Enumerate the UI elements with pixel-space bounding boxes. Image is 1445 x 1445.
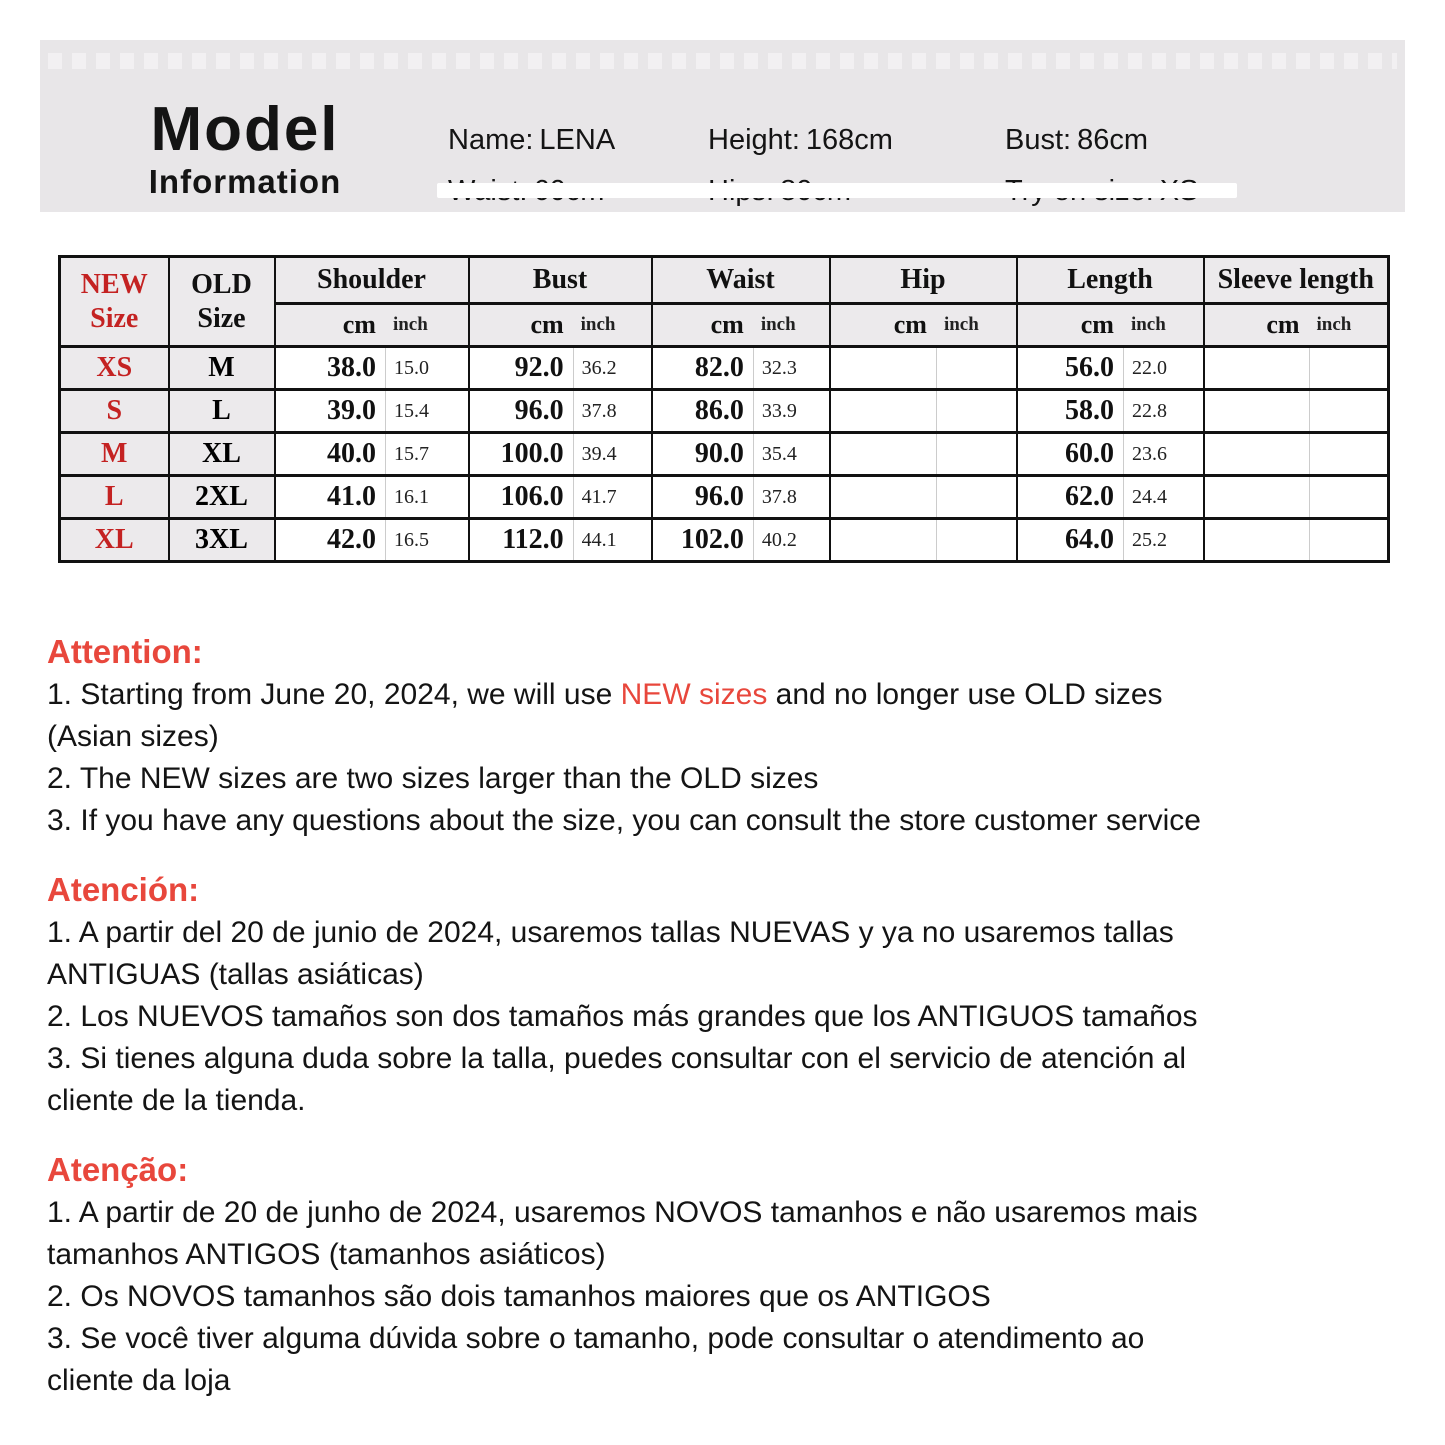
col-header-sleeve-length: Sleeve length (1204, 257, 1389, 304)
size-table-row (60, 476, 1389, 519)
inch-unit-label: inch (760, 314, 796, 335)
inch-value: 33.9 (753, 391, 829, 431)
highlighted-text: NEW sizes (620, 678, 768, 711)
measure-cell (830, 390, 1017, 433)
inch-value: 25.2 (1123, 520, 1203, 560)
col-header-old-size (169, 257, 275, 347)
units-cell (830, 304, 1017, 347)
measure-cell (1017, 433, 1204, 476)
measure-cell (469, 476, 652, 519)
note-text: cliente de la tienda. (47, 1084, 306, 1117)
model-field-name: Name: LENA (448, 124, 616, 156)
inch-value (1309, 477, 1387, 517)
old-size-cell: 3XL (169, 519, 275, 562)
note-text: cliente da loja (47, 1364, 231, 1397)
units-pair (1205, 305, 1388, 345)
inch-value: 24.4 (1123, 477, 1203, 517)
note-text: 3. Si tienes alguna duda sobre la talla, puedes consultar con el servicio de atención al (47, 1042, 1187, 1075)
note-line (47, 996, 1432, 1038)
measure-pair (653, 520, 829, 560)
cm-value: 62.0 (1064, 481, 1114, 512)
measure-cell (469, 390, 652, 433)
measure-cell (652, 390, 830, 433)
size-table-row (60, 519, 1389, 562)
note-text: 1. Starting from June 20, 2024, we will use (47, 678, 621, 711)
note-text: (Asian sizes) (47, 720, 219, 753)
inch-value: 22.8 (1123, 391, 1203, 431)
cm-value: 106.0 (500, 481, 564, 512)
measure-cell (652, 519, 830, 562)
measure-pair (1018, 477, 1203, 517)
note-section (47, 630, 1432, 842)
note-heading: Atención: (47, 871, 200, 908)
cm-value: 39.0 (326, 395, 376, 426)
measure-pair (653, 477, 829, 517)
units-pair (1018, 305, 1203, 345)
inch-value (936, 477, 1016, 517)
header-white-strip (437, 183, 1237, 198)
note-line (47, 758, 1432, 800)
measure-cell (275, 519, 469, 562)
measure-cell (1204, 476, 1389, 519)
inch-value: 23.6 (1123, 434, 1203, 474)
measure-cell (830, 476, 1017, 519)
measure-pair (1205, 348, 1388, 388)
col-header-length: Length (1017, 257, 1204, 304)
inch-value: 37.8 (753, 477, 829, 517)
col-header-new-size (60, 257, 169, 347)
inch-value (936, 520, 1016, 560)
new-size-cell: M (60, 433, 169, 476)
note-line (47, 1234, 1432, 1276)
cm-value: 40.0 (326, 438, 376, 469)
measure-cell (469, 519, 652, 562)
cm-value: 102.0 (680, 524, 744, 555)
old-size-header-line: Size (197, 302, 246, 334)
cm-unit-label: cm (530, 310, 564, 339)
measure-pair (831, 477, 1016, 517)
note-line (47, 1360, 1432, 1402)
units-pair (653, 305, 829, 345)
cm-value: 41.0 (326, 481, 376, 512)
units-cell (1017, 304, 1204, 347)
units-cell (275, 304, 469, 347)
cm-unit-label: cm (342, 310, 376, 339)
measure-cell (275, 390, 469, 433)
cm-value: 100.0 (500, 438, 564, 469)
measure-cell (652, 476, 830, 519)
note-text: 1. A partir de 20 de junho de 2024, usaremos NOVOS tamanhos e não usaremos mais (47, 1196, 1198, 1229)
measure-cell (1204, 390, 1389, 433)
measure-pair (831, 520, 1016, 560)
col-header-waist: Waist (652, 257, 830, 304)
note-line (47, 1192, 1432, 1234)
inch-value (936, 348, 1016, 388)
measure-pair (1018, 520, 1203, 560)
inch-unit-label: inch (943, 314, 979, 335)
note-text: 2. Os NOVOS tamanhos são dois tamanhos maiores que os ANTIGOS (47, 1280, 991, 1313)
measure-cell (469, 347, 652, 390)
note-heading: Atenção: (47, 1151, 189, 1188)
inch-value: 44.1 (573, 520, 651, 560)
note-line (47, 800, 1432, 842)
units-cell (652, 304, 830, 347)
note-line (47, 912, 1432, 954)
measure-pair (470, 520, 651, 560)
inch-value: 35.4 (753, 434, 829, 474)
units-cell (469, 304, 652, 347)
cm-value: 96.0 (514, 395, 564, 426)
inch-value: 22.0 (1123, 348, 1203, 388)
measure-pair (1205, 477, 1388, 517)
cm-value: 56.0 (1064, 352, 1114, 383)
note-text: 2. Los NUEVOS tamaños son dos tamaños más grandes que los ANTIGUOS tamaños (47, 1000, 1198, 1033)
measure-pair (653, 391, 829, 431)
note-line (47, 1038, 1432, 1080)
note-text: 2. The NEW sizes are two sizes larger than the OLD sizes (47, 762, 819, 795)
measure-pair (470, 391, 651, 431)
measure-pair (470, 477, 651, 517)
size-table-row (60, 390, 1389, 433)
measure-cell (275, 476, 469, 519)
measure-pair (276, 434, 468, 474)
inch-value (936, 391, 1016, 431)
note-text: and no longer use OLD sizes (767, 678, 1163, 711)
cm-value: 82.0 (694, 352, 744, 383)
cm-value: 42.0 (326, 524, 376, 555)
col-header-hip: Hip (830, 257, 1017, 304)
note-text: 3. If you have any questions about the size, you can consult the store customer service (47, 804, 1201, 837)
inch-value (1309, 520, 1387, 560)
model-info-header (40, 40, 1405, 212)
measure-cell (1204, 347, 1389, 390)
cm-value: 90.0 (694, 438, 744, 469)
measure-cell (652, 433, 830, 476)
measure-cell (469, 433, 652, 476)
new-size-header-line: NEW (80, 268, 148, 300)
inch-value: 15.0 (385, 348, 468, 388)
inch-value (1309, 348, 1387, 388)
measure-pair (276, 520, 468, 560)
inch-value: 15.4 (385, 391, 468, 431)
header-texture-band (48, 53, 1397, 69)
note-text: 3. Se você tiver alguma dúvida sobre o tamanho, pode consultar o atendimento ao (47, 1322, 1145, 1355)
note-section (47, 1148, 1432, 1402)
measure-pair (470, 348, 651, 388)
note-line (47, 674, 1432, 716)
cm-value: 92.0 (514, 352, 564, 383)
measure-pair (1018, 348, 1203, 388)
col-header-bust: Bust (469, 257, 652, 304)
measure-cell (652, 347, 830, 390)
model-field-height: Height: 168cm (708, 124, 893, 156)
old-size-cell: M (169, 347, 275, 390)
cm-value: 64.0 (1064, 524, 1114, 555)
note-text: tamanhos ANTIGOS (tamanhos asiáticos) (47, 1238, 606, 1271)
measure-pair (1018, 434, 1203, 474)
units-pair (831, 305, 1016, 345)
title-information: Information (148, 163, 342, 200)
inch-value: 37.8 (573, 391, 651, 431)
model-field-bust: Bust: 86cm (1005, 124, 1149, 156)
note-text: ANTIGUAS (tallas asiáticas) (47, 958, 424, 991)
measure-pair (1205, 434, 1388, 474)
inch-value (936, 434, 1016, 474)
cm-value: 58.0 (1064, 395, 1114, 426)
measure-pair (276, 391, 468, 431)
measure-cell (830, 519, 1017, 562)
note-text: 1. A partir del 20 de junio de 2024, usaremos tallas NUEVAS y ya no usaremos tallas (47, 916, 1174, 949)
size-table-row (60, 433, 1389, 476)
cm-value: 60.0 (1064, 438, 1114, 469)
size-table-wrap (58, 255, 1390, 563)
units-pair (470, 305, 651, 345)
inch-value: 40.2 (753, 520, 829, 560)
measure-pair (470, 434, 651, 474)
inch-value: 15.7 (385, 434, 468, 474)
size-table (58, 255, 1390, 563)
measure-cell (275, 347, 469, 390)
measure-pair (1205, 391, 1388, 431)
inch-value: 32.3 (753, 348, 829, 388)
cm-value: 38.0 (326, 352, 376, 383)
measure-pair (653, 348, 829, 388)
new-size-cell: S (60, 390, 169, 433)
note-line (47, 1318, 1432, 1360)
units-pair (276, 305, 468, 345)
measure-pair (1205, 520, 1388, 560)
cm-value: 112.0 (502, 524, 564, 555)
new-size-cell: XL (60, 519, 169, 562)
new-size-header-line: Size (90, 302, 139, 334)
title-model: Model (150, 95, 340, 164)
measure-cell (1017, 347, 1204, 390)
inch-value: 41.7 (573, 477, 651, 517)
note-section (47, 868, 1432, 1122)
inch-value (1309, 391, 1387, 431)
inch-unit-label: inch (392, 314, 428, 335)
cm-value: 96.0 (694, 481, 744, 512)
cm-unit-label: cm (710, 310, 744, 339)
measure-cell (1017, 390, 1204, 433)
measure-pair (276, 348, 468, 388)
note-line (47, 1276, 1432, 1318)
note-line (47, 716, 1432, 758)
measure-cell (1204, 433, 1389, 476)
cm-unit-label: cm (1266, 310, 1300, 339)
inch-value (1309, 434, 1387, 474)
measure-cell (275, 433, 469, 476)
cm-value: 86.0 (694, 395, 744, 426)
inch-value: 36.2 (573, 348, 651, 388)
cm-unit-label: cm (893, 310, 927, 339)
units-cell (1204, 304, 1389, 347)
measure-pair (1018, 391, 1203, 431)
attention-notes (47, 630, 1432, 1428)
inch-value: 39.4 (573, 434, 651, 474)
inch-value: 16.5 (385, 520, 468, 560)
measure-pair (831, 348, 1016, 388)
note-heading: Attention: (47, 633, 203, 670)
old-size-cell: 2XL (169, 476, 275, 519)
measure-cell (1204, 519, 1389, 562)
inch-unit-label: inch (580, 314, 616, 335)
measure-cell (830, 347, 1017, 390)
inch-unit-label: inch (1316, 314, 1352, 335)
measure-cell (1017, 476, 1204, 519)
measure-pair (831, 391, 1016, 431)
table-header-row (60, 257, 1389, 304)
measure-cell (1017, 519, 1204, 562)
measure-pair (831, 434, 1016, 474)
size-table-row (60, 347, 1389, 390)
measure-cell (830, 433, 1017, 476)
new-size-cell: L (60, 476, 169, 519)
new-size-cell: XS (60, 347, 169, 390)
measure-pair (653, 434, 829, 474)
note-line (47, 954, 1432, 996)
note-line (47, 1080, 1432, 1122)
model-info-title (115, 95, 375, 202)
measure-pair (276, 477, 468, 517)
old-size-cell: L (169, 390, 275, 433)
cm-unit-label: cm (1080, 310, 1114, 339)
inch-value: 16.1 (385, 477, 468, 517)
col-header-shoulder: Shoulder (275, 257, 469, 304)
inch-unit-label: inch (1130, 314, 1166, 335)
old-size-header-line: OLD (191, 268, 252, 300)
old-size-cell: XL (169, 433, 275, 476)
